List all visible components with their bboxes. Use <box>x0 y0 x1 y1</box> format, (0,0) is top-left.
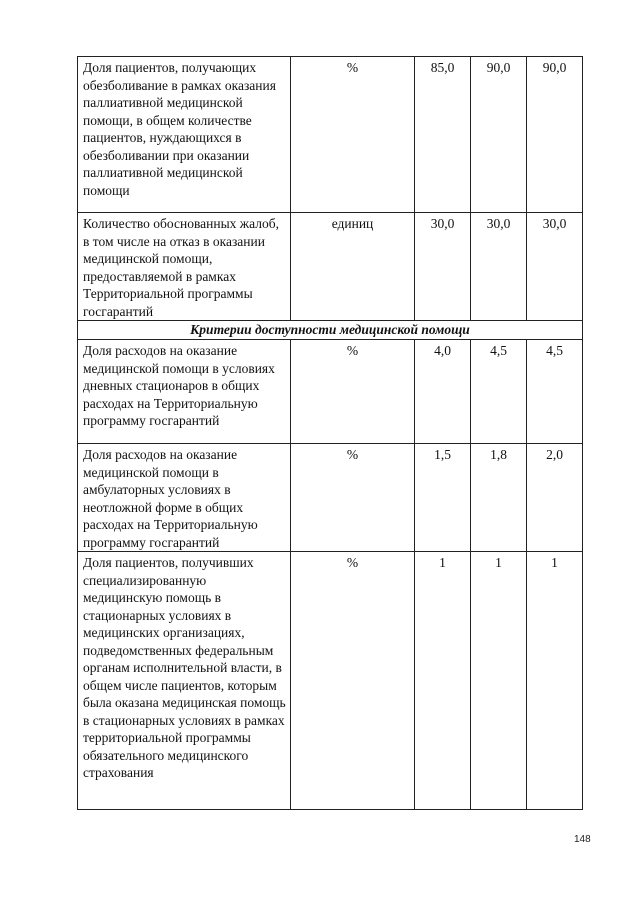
table-row <box>78 340 583 444</box>
table-row <box>78 213 583 321</box>
value-cell-2: 4,5 <box>471 340 527 444</box>
unit-cell: единиц <box>291 213 415 321</box>
table-row <box>78 444 583 552</box>
indicators-table <box>77 56 583 810</box>
unit-cell: % <box>291 552 415 810</box>
unit-cell: % <box>291 444 415 552</box>
value-cell-2: 90,0 <box>471 57 527 213</box>
value-cell-3: 4,5 <box>527 340 583 444</box>
value-cell-1: 1 <box>415 552 471 810</box>
value-cell-1: 30,0 <box>415 213 471 321</box>
table-row <box>78 57 583 213</box>
indicator-cell: Количество обоснованных жалоб, в том числе на отказ в оказании медицинской помощи, предоставляемой в рамках Территориальной программы госгарантий <box>78 213 291 321</box>
value-cell-3: 30,0 <box>527 213 583 321</box>
value-cell-3: 2,0 <box>527 444 583 552</box>
unit-cell: % <box>291 57 415 213</box>
section-title: Критерии доступности медицинской помощи <box>78 321 583 340</box>
indicator-cell: Доля пациентов, получивших специализированную медицинскую помощь в стационарных условиях в медицинских организациях, подведомственных федеральным органам исполнительной власти, в общем числе пациентов, которым была оказана медицинская помощь в стационарных условиях в рамках территориальной программы обязательного медицинского страхования <box>78 552 291 810</box>
value-cell-1: 4,0 <box>415 340 471 444</box>
value-cell-3: 1 <box>527 552 583 810</box>
value-cell-3: 90,0 <box>527 57 583 213</box>
page-number: 148 <box>574 834 591 845</box>
value-cell-2: 30,0 <box>471 213 527 321</box>
unit-cell: % <box>291 340 415 444</box>
value-cell-2: 1 <box>471 552 527 810</box>
indicator-cell: Доля расходов на оказание медицинской помощи в амбулаторных условиях в неотложной форме в общих расходах на Территориальную программу госгарантий <box>78 444 291 552</box>
indicator-cell: Доля расходов на оказание медицинской помощи в условиях дневных стационаров в общих расходах на Территориальную программу госгарантий <box>78 340 291 444</box>
indicator-cell: Доля пациентов, получающих обезболивание в рамках оказания паллиативной медицинской помощи, в общем количестве пациентов, нуждающихся в обезболивании при оказании паллиативной медицинской помощи <box>78 57 291 213</box>
value-cell-1: 1,5 <box>415 444 471 552</box>
table-row <box>78 552 583 810</box>
value-cell-2: 1,8 <box>471 444 527 552</box>
value-cell-1: 85,0 <box>415 57 471 213</box>
section-header-row <box>78 321 583 340</box>
